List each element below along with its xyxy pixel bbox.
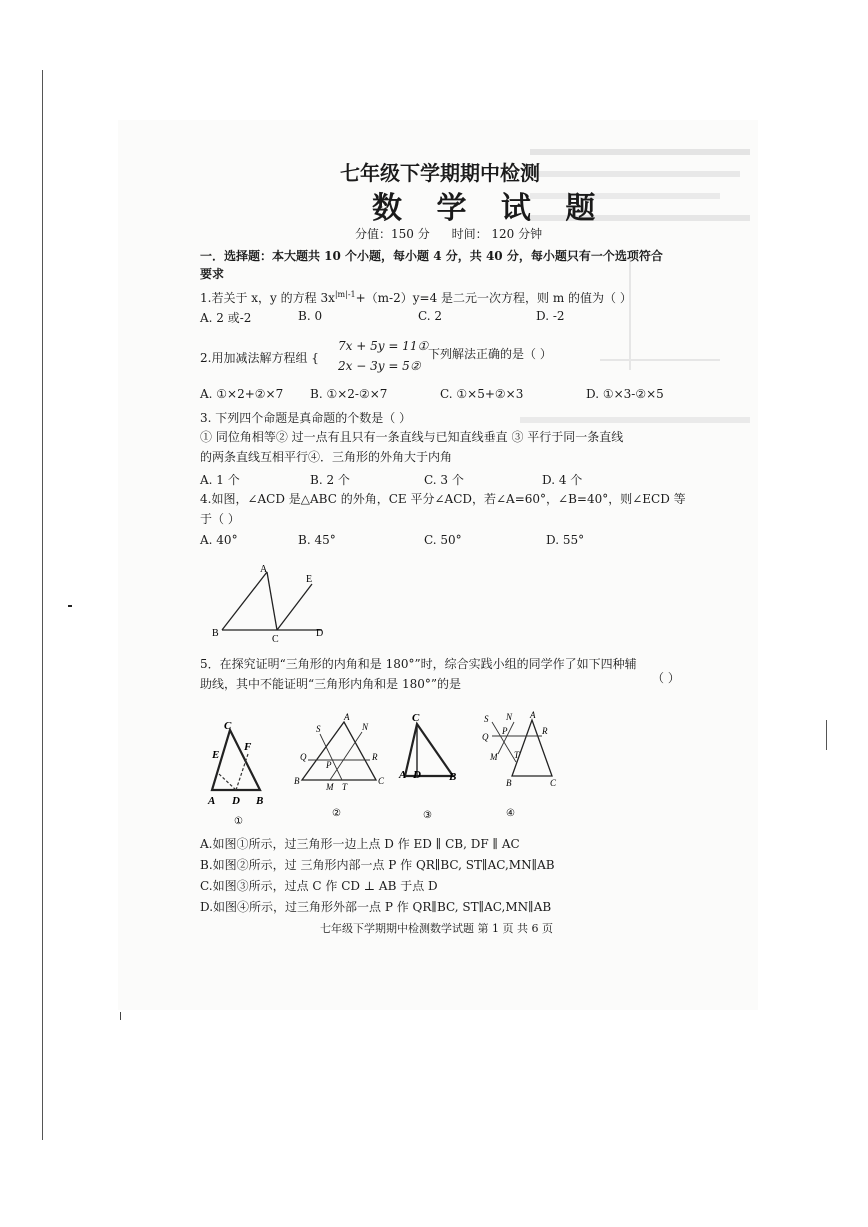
fig2-label-b: B — [294, 776, 300, 786]
q5-option-c: C.如图③所示，过点 C 作 CD ⊥ AB 于点 D — [200, 879, 438, 893]
q3-option-a: A. 1 个 — [200, 473, 240, 487]
fig2-label-a: A — [344, 712, 350, 722]
question-1-stem — [200, 287, 632, 306]
subject-title: 数 学 试 题 — [372, 191, 608, 226]
q4-option-a: A. 40° — [200, 533, 238, 547]
fig4-label-q: Q — [482, 732, 489, 742]
q5-answer-bracket: （ ） — [652, 671, 680, 685]
scan-edge-left — [42, 70, 43, 1140]
q2-prefix: 2.用加减法解方程组 { — [200, 351, 319, 365]
fig1-line-df — [236, 754, 248, 790]
fig2-label-r: R — [372, 752, 378, 762]
q4-label-e: E — [306, 574, 313, 585]
q2-option-c: C. ①×5+②×3 — [440, 387, 524, 401]
fig4-caption: ④ — [506, 808, 515, 819]
fig2-label-t: T — [342, 782, 348, 792]
fig2-line-mn — [330, 732, 362, 780]
q5-figure-3 — [395, 712, 465, 827]
q2-equation-1: 7x + 5y = 11① — [338, 339, 429, 353]
scan-edge-right — [826, 720, 827, 750]
q1-option-c: C. 2 — [418, 309, 443, 323]
fig4-label-t: T — [514, 750, 520, 760]
fig1-label-a: A — [208, 795, 216, 807]
fig3-label-b: B — [449, 771, 457, 783]
q2-suffix: 下列解法正确的是（ ） — [428, 347, 552, 361]
time-label: 时间： 120 分钟 — [451, 227, 543, 241]
q1-option-d: D. -2 — [536, 309, 565, 323]
fig4-label-r: R — [542, 726, 548, 736]
section-heading: 一．选择题：本大题共 10 个小题，每小题 4 分，共 40 分，每小题只有一个选项符合 — [200, 249, 663, 263]
q3-option-c: C. 3 个 — [424, 473, 464, 487]
q4-figure — [200, 560, 340, 645]
fig1-label-d: D — [232, 795, 240, 807]
q5-option-d: D.如图④所示，过三角形外部一点 P 作 QR∥BC, ST∥AC,MN∥AB — [200, 900, 552, 914]
fig2-label-s: S — [316, 724, 321, 734]
q5-figure-1 — [200, 718, 270, 828]
q4-option-c: C. 50° — [424, 533, 462, 547]
fig4-label-s: S — [484, 714, 489, 724]
q4-option-b: B. 45° — [298, 533, 336, 547]
q1-exponent: |m|-1 — [334, 290, 356, 299]
fig3-label-c: C — [412, 712, 420, 724]
scan-speck — [68, 605, 72, 607]
q4-line-ac — [267, 572, 277, 630]
exam-title: 七年级下学期期中检测 — [340, 161, 540, 185]
page-footer: 七年级下学期期中检测数学试题 第 1 页 共 6 页 — [320, 922, 553, 935]
q4-label-b: B — [212, 628, 219, 639]
q3-option-d: D. 4 个 — [542, 473, 583, 487]
scan-speck — [120, 1012, 121, 1020]
q4-label-a: A — [260, 564, 268, 575]
fig1-label-c: C — [224, 720, 232, 732]
q2-equation-2: 2x − 3y = 5② — [338, 359, 421, 373]
question-4-stem: 4.如图，∠ACD 是△ABC 的外角，CE 平分∠ACD，若∠A=60°，∠B=40°，则∠ECD 等 — [200, 492, 686, 506]
q1-option-b: B. 0 — [298, 309, 323, 323]
q1-text-a: 1.若关于 x，y 的方程 3x — [200, 291, 335, 305]
fig1-label-e: E — [212, 749, 220, 761]
fig2-label-c: C — [378, 776, 385, 786]
fig1-caption: ① — [234, 816, 243, 827]
q4-option-d: D. 55° — [546, 533, 585, 547]
question-5-stem-cont: 助线，其中不能证明“三角形内角和是 180°”的是 — [200, 677, 461, 691]
fig4-label-b: B — [506, 778, 512, 788]
question-4-stem-cont: 于（ ） — [200, 512, 240, 526]
q5-figure-2 — [290, 710, 390, 825]
q2-option-a: A. ①×2+②×7 — [200, 387, 284, 401]
q4-label-c: C — [272, 634, 279, 645]
fig4-label-m: M — [490, 752, 498, 762]
fig2-label-n: N — [362, 722, 369, 732]
fig2-label-m: M — [326, 782, 334, 792]
q1-option-a: A. 2 或-2 — [200, 311, 252, 325]
question-3-stem: 3. 下列四个命题是真命题的个数是（ ） — [200, 411, 412, 425]
q4-line-ba — [222, 572, 267, 630]
q5-option-b: B.如图②所示，过 三角形内部一点 P 作 QR∥BC, ST∥AC,MN∥AB — [200, 858, 555, 872]
fig3-label-a: A — [399, 769, 407, 781]
q4-label-d: D — [316, 628, 324, 639]
fig1-label-f: F — [244, 741, 252, 753]
section-heading-cont: 要求 — [200, 267, 225, 281]
fig4-label-a: A — [530, 710, 536, 720]
fig2-label-q: Q — [300, 752, 307, 762]
fig2-caption: ② — [332, 808, 341, 819]
q2-option-d: D. ①×3-②×5 — [586, 387, 664, 401]
q1-text-b: +（m-2）y=4 是二元一次方程，则 m 的值为（ ） — [355, 291, 632, 305]
q4-line-ce — [277, 584, 312, 630]
q3-option-b: B. 2 个 — [310, 473, 350, 487]
fig4-label-p: P — [502, 726, 508, 736]
question-5-stem: 5．在探究证明“三角形的内角和是 180°”时，综合实践小组的同学作了如下四种辅 — [200, 657, 637, 671]
fig3-caption: ③ — [423, 810, 432, 821]
q5-figure-4 — [478, 710, 578, 825]
fig4-label-n: N — [506, 712, 513, 722]
fig4-label-c: C — [550, 778, 557, 788]
q2-option-b: B. ①×2-②×7 — [310, 387, 388, 401]
q3-statements-2: 的两条直线互相平行④．三角形的外角大于内角 — [200, 450, 453, 464]
exam-meta — [355, 225, 560, 242]
fig2-label-p: P — [326, 760, 332, 770]
q3-statements-1: ① 同位角相等② 过一点有且只有一条直线与已知直线垂直 ③ 平行于同一条直线 — [200, 430, 624, 444]
fig3-label-d: D — [413, 769, 421, 781]
fig1-label-b: B — [256, 795, 264, 807]
q5-option-a: A.如图①所示，过三角形一边上点 D 作 ED ∥ CB, DF ∥ AC — [200, 837, 520, 851]
score-label: 分值：150 分 — [355, 227, 430, 241]
fig1-line-ed — [219, 774, 236, 790]
